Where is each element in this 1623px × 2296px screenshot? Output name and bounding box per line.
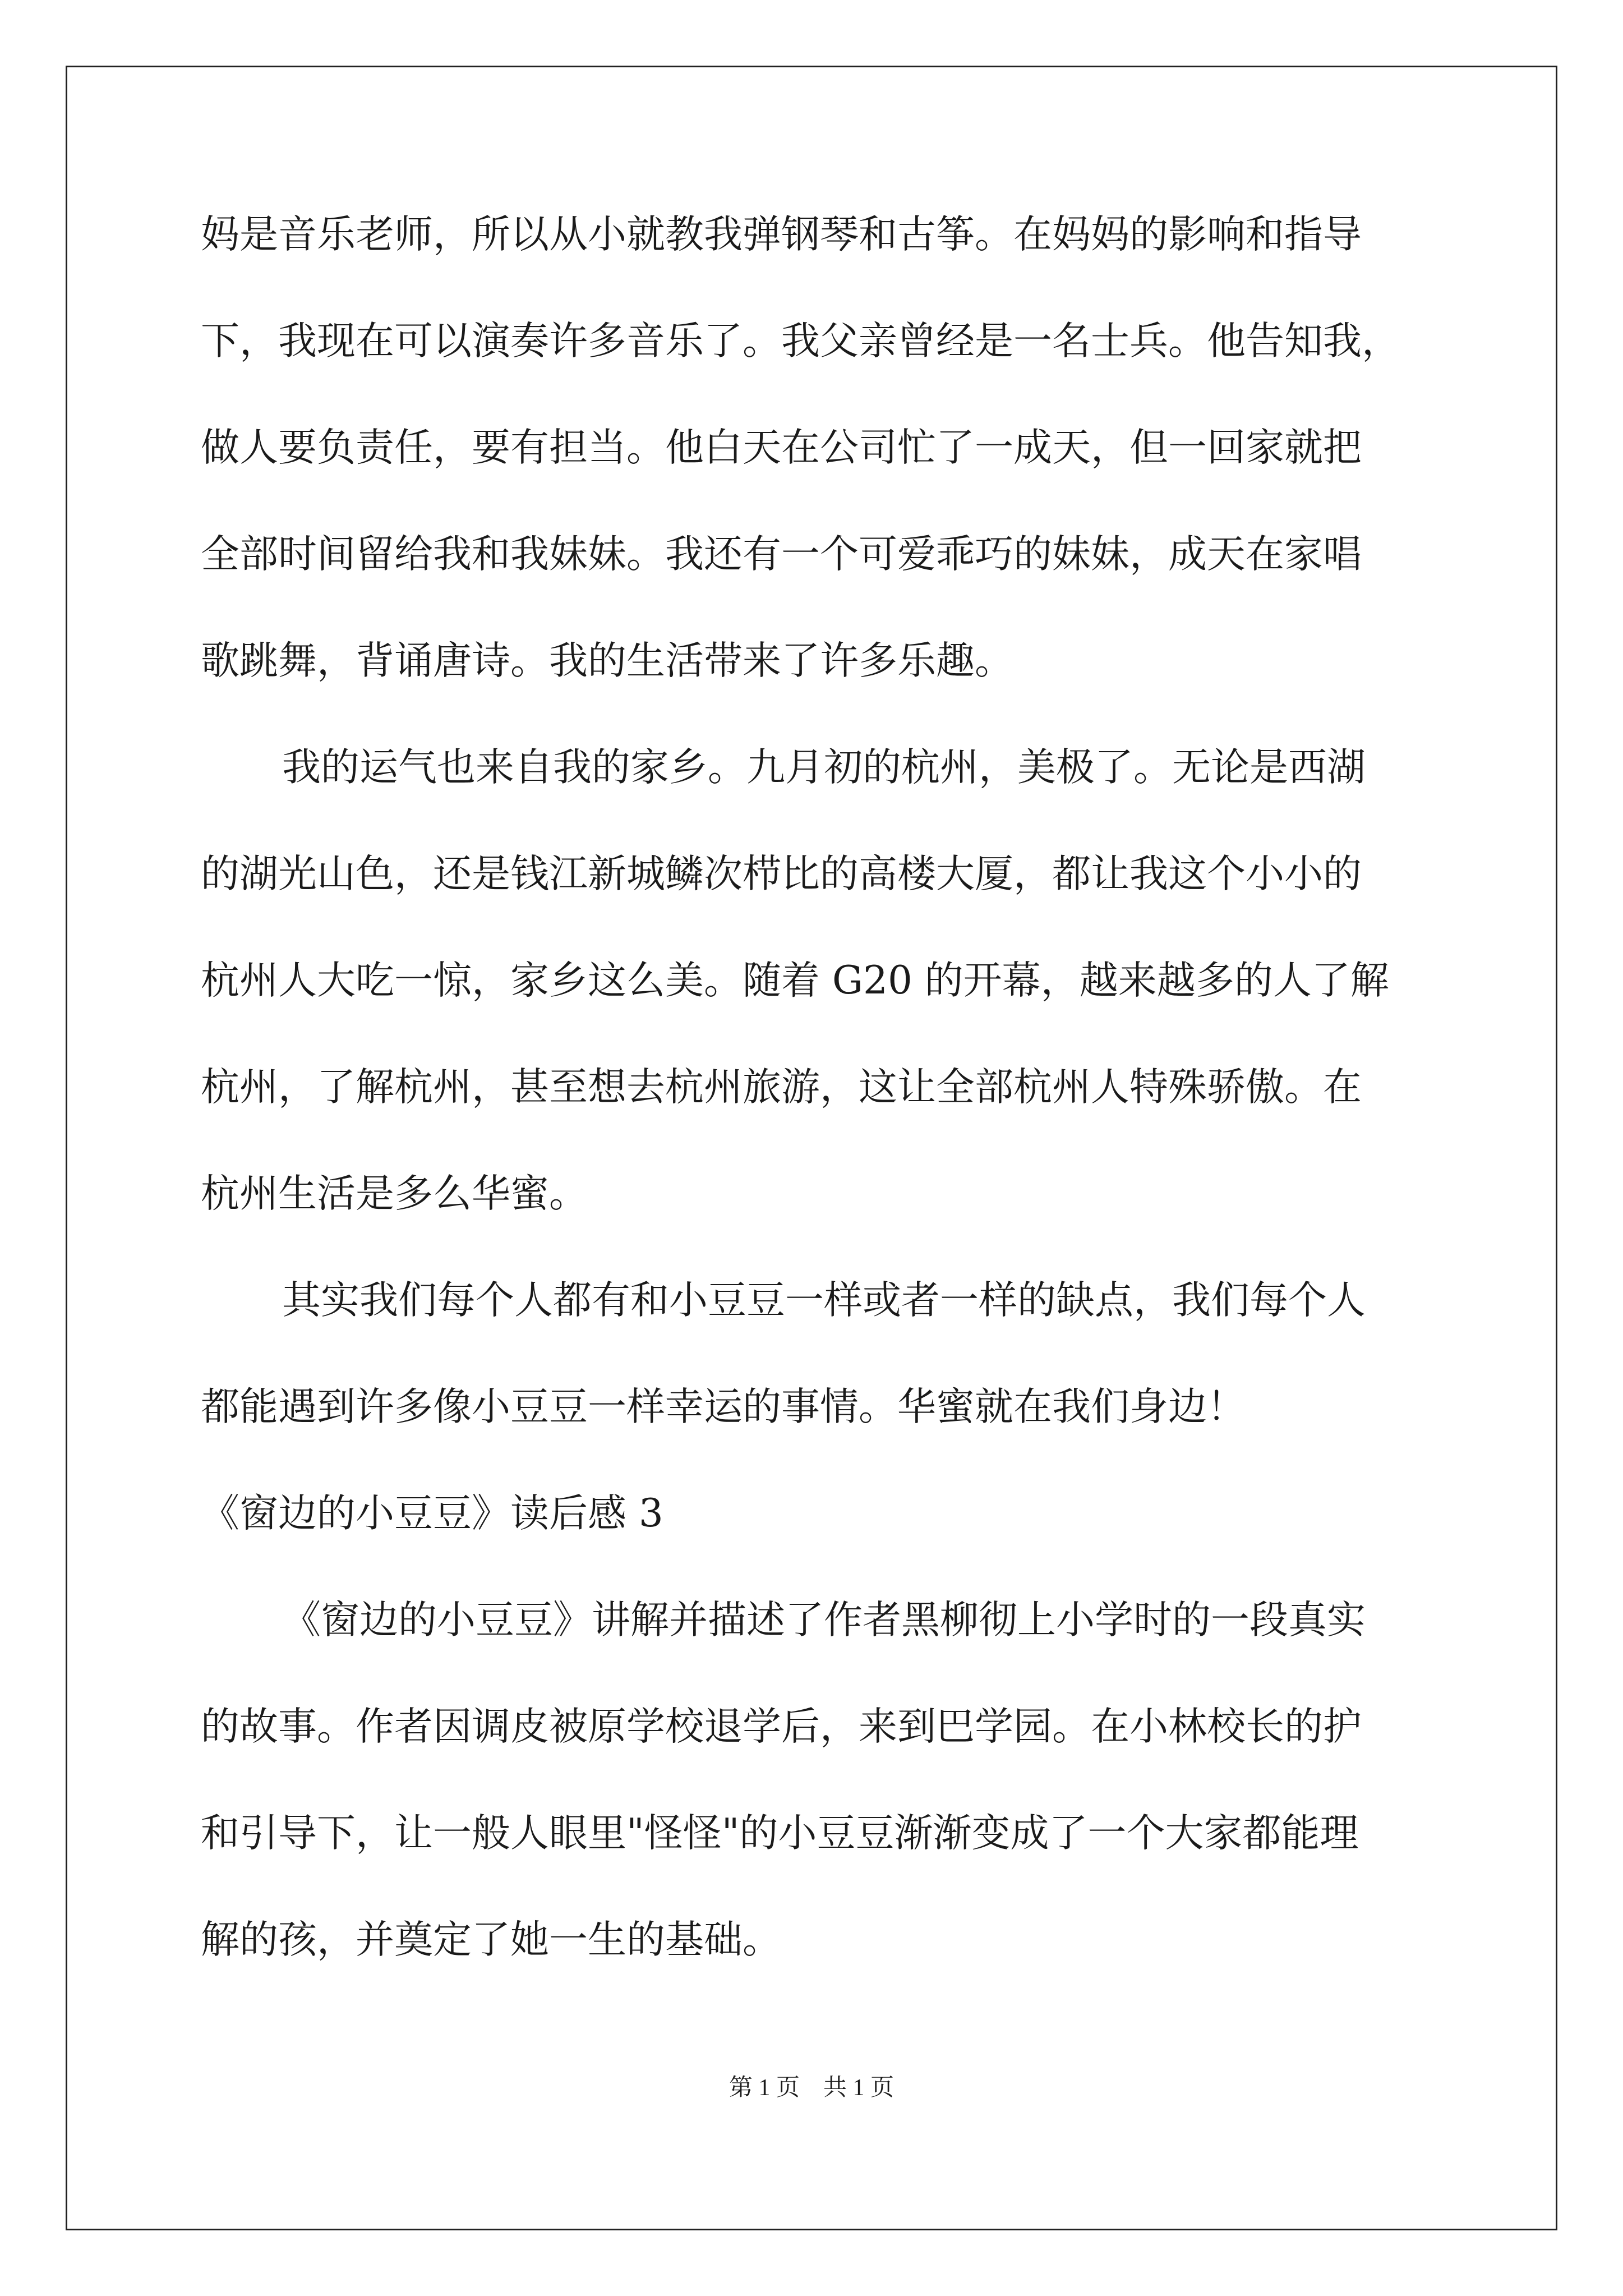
paragraph-first-line: 我的运气也来自我的家乡。九月初的杭州，美极了。无论是西湖 (282, 745, 1366, 790)
text-line: 的故事。作者因调皮被原学校退学后，来到巴学园。在小林校长的护 (201, 1704, 1362, 1749)
text-line: 都能遇到许多像小豆豆一样幸运的事情。华蜜就在我们身边！ (201, 1384, 1246, 1429)
page-footer: 第 1 页 共 1 页 (728, 2075, 894, 2101)
page-border (66, 66, 1557, 2230)
paragraph-first-line: 其实我们每个人都有和小豆豆一样或者一样的缺点，我们每个人 (282, 1278, 1366, 1323)
paragraph-first-line: 《窗边的小豆豆》讲解并描述了作者黑柳彻上小学时的一段真实 (282, 1598, 1366, 1642)
text-line: 和引导下，让一般人眼里"怪怪"的小豆豆渐渐变成了一个大家都能理 (201, 1811, 1359, 1856)
text-line: 下，我现在可以演奏许多音乐了。我父亲曾经是一名士兵。他告知我， (201, 319, 1400, 364)
text-line: 杭州人大吃一惊，家乡这么美。随着 G20 的开幕，越来越多的人了解 (201, 958, 1389, 1003)
text-line: 妈是音乐老师，所以从小就教我弹钢琴和古筝。在妈妈的影响和指导 (201, 212, 1362, 257)
section-heading: 《窗边的小豆豆》读后感 3 (201, 1491, 663, 1536)
text-line: 杭州生活是多么华蜜。 (201, 1171, 588, 1216)
text-line: 歌跳舞，背诵唐诗。我的生活带来了许多乐趣。 (201, 638, 1013, 683)
text-line: 的湖光山色，还是钱江新城鳞次栉比的高楼大厦，都让我这个小小的 (201, 852, 1362, 896)
text-line: 全部时间留给我和我妹妹。我还有一个可爱乖巧的妹妹，成天在家唱 (201, 532, 1362, 577)
text-line: 解的孩，并奠定了她一生的基础。 (201, 1917, 781, 1962)
text-line: 做人要负责任，要有担当。他白天在公司忙了一成天，但一回家就把 (201, 425, 1362, 470)
text-line: 杭州，了解杭州，甚至想去杭州旅游，这让全部杭州人特殊骄傲。在 (201, 1065, 1362, 1110)
